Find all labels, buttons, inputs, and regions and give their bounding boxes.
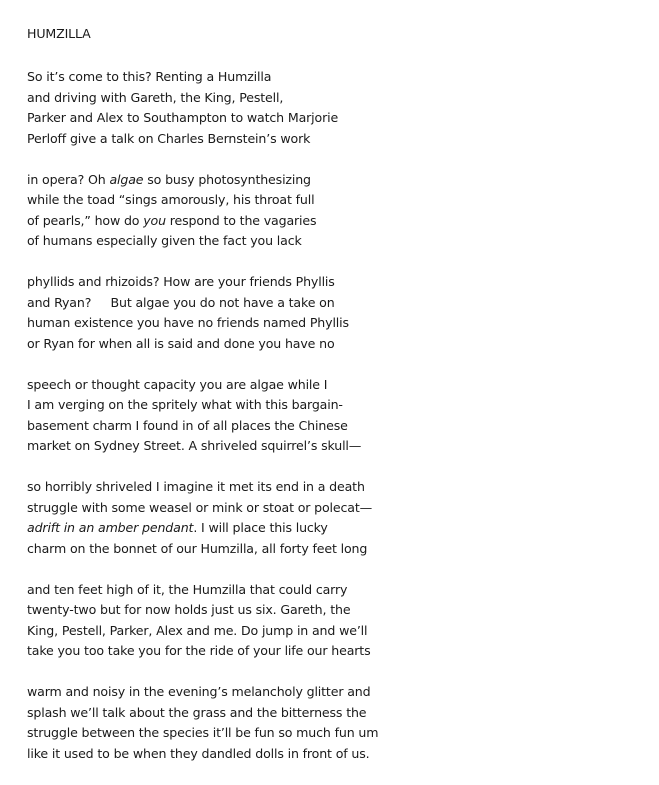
text-run: charm on the bonnet of our Humzilla, all forty feet long	[27, 540, 368, 556]
text-run: and ten feet high of it, the Humzilla that could carry	[27, 581, 348, 597]
italic-text-run: adrift in an amber pendant	[27, 520, 194, 535]
text-run: struggle with some weasel or mink or stoat or polecat—	[27, 499, 373, 515]
text-run: Perloff give a talk on Charles Bernstein’s work	[27, 130, 311, 146]
text-run: basement charm I found in of all places the Chinese	[27, 417, 348, 433]
poem-stanza	[27, 375, 647, 457]
poem-stanza	[27, 477, 647, 559]
text-run: phyllids and rhizoids? How are your friends Phyllis	[27, 274, 335, 289]
poem-line	[27, 723, 647, 744]
poem-line	[27, 477, 647, 498]
poem-line	[27, 211, 647, 232]
poem-line	[27, 334, 647, 355]
poem-stanza	[27, 170, 647, 252]
poem-line	[27, 129, 647, 150]
poem-line	[27, 293, 647, 314]
poem-line	[27, 744, 647, 765]
poem-line	[27, 436, 647, 457]
text-run: human existence you have no friends named Phyllis	[27, 315, 349, 330]
poem-line	[27, 621, 647, 642]
text-run: and driving with Gareth, the King, Pestell,	[27, 89, 284, 105]
poem-stanza	[27, 682, 647, 764]
italic-text-run: algae	[109, 171, 144, 187]
text-run: and Ryan? But algae you do not have a take on	[27, 294, 335, 310]
text-run: . I will place this lucky	[193, 520, 328, 535]
text-run: while the toad “sings amorously, his throat full	[27, 192, 315, 207]
text-run: like it used to be when they dandled dolls in front of us.	[27, 745, 370, 761]
italic-text-run: you	[143, 212, 166, 228]
poem-line	[27, 703, 647, 724]
poem-line	[27, 518, 647, 539]
poem-line	[27, 67, 647, 88]
poem-line	[27, 580, 647, 601]
poem-line	[27, 375, 647, 396]
text-run: I am verging on the spritely what with this bargain-	[27, 397, 343, 412]
poem-stanza	[27, 67, 647, 149]
text-run: splash we’ll talk about the grass and the bitterness the	[27, 704, 367, 720]
poem-line	[27, 170, 647, 191]
poem-title: HUMZILLA	[27, 26, 91, 41]
text-run: so horribly shriveled I imagine it met its end in a death	[27, 479, 365, 494]
poem-stanza	[27, 272, 647, 354]
poem-line	[27, 108, 647, 129]
poem-line	[27, 231, 647, 252]
poem-line	[27, 416, 647, 437]
poem-line	[27, 190, 647, 211]
poem-line	[27, 600, 647, 621]
poem-line	[27, 395, 647, 416]
text-run: King, Pestell, Parker, Alex and me. Do jump in and we’ll	[27, 622, 368, 638]
text-run: respond to the vagaries	[165, 212, 317, 228]
text-run: warm and noisy in the evening’s melancholy glitter and	[27, 684, 371, 699]
poem-line	[27, 641, 647, 662]
poem-line	[27, 88, 647, 109]
poem-line	[27, 313, 647, 334]
text-run: in opera? Oh	[27, 171, 110, 187]
text-run: struggle between the species it’ll be fun so much fun um	[27, 725, 379, 740]
poem-line	[27, 272, 647, 293]
poem-line	[27, 539, 647, 560]
text-run: of pearls,” how do	[27, 212, 144, 228]
text-run: twenty-two but for now holds just us six. Gareth, the	[27, 602, 351, 617]
poem-body	[27, 67, 647, 785]
text-run: market on Sydney Street. A shriveled squirrel’s skull—	[27, 438, 362, 453]
text-run: speech or thought capacity you are algae while I	[27, 376, 328, 392]
text-run: so busy photosynthesizing	[143, 171, 311, 187]
text-run: So it’s come to this? Renting a Humzilla	[27, 69, 272, 84]
text-run: of humans especially given the fact you lack	[27, 233, 302, 248]
poem-stanza	[27, 580, 647, 662]
text-run: take you too take you for the ride of your life our hearts	[27, 643, 371, 658]
text-run: Parker and Alex to Southampton to watch Marjorie	[27, 110, 339, 125]
text-run: or Ryan for when all is said and done you have no	[27, 335, 335, 351]
poem-line	[27, 498, 647, 519]
poem-line	[27, 682, 647, 703]
